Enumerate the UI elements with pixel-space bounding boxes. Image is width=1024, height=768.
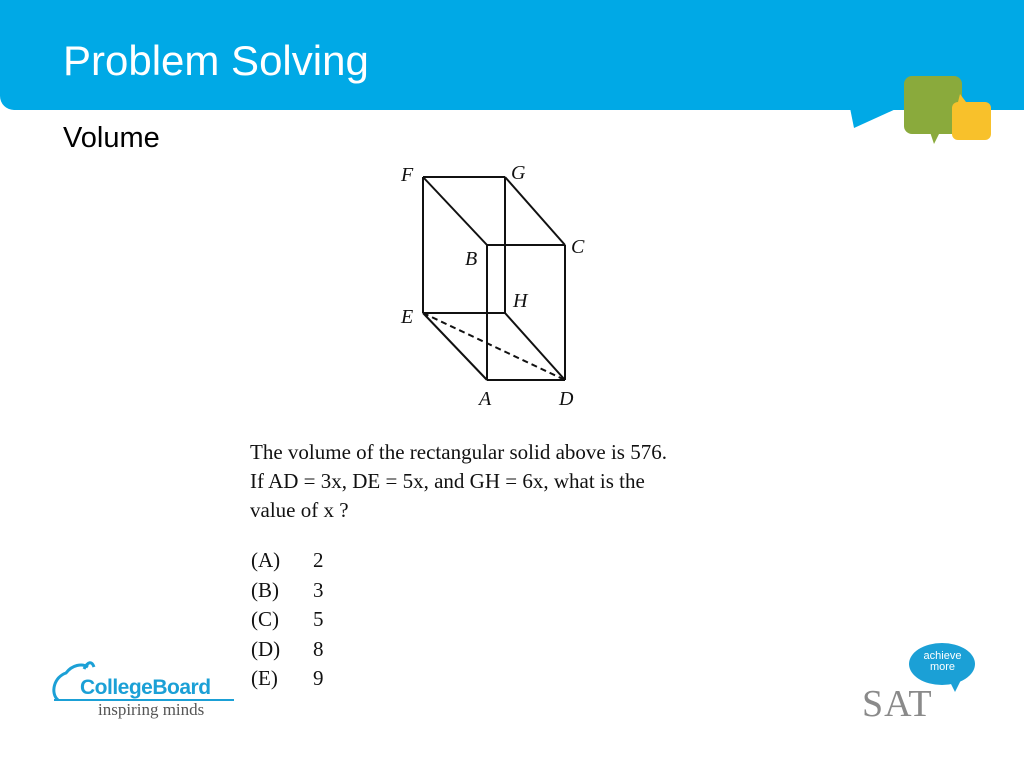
banner-tail	[850, 108, 900, 130]
problem-line-3: value of x ?	[250, 498, 349, 522]
choice-b	[251, 576, 324, 606]
choice-letter: (D)	[251, 636, 281, 661]
edge-hd	[505, 313, 565, 380]
label-d: D	[559, 388, 574, 410]
edge-fb	[423, 177, 487, 245]
label-f: F	[401, 164, 414, 186]
label-h: H	[513, 290, 528, 312]
choice-a	[251, 546, 324, 576]
label-a: A	[479, 388, 492, 410]
choice-d	[251, 635, 324, 665]
problem-line-1: The volume of the rectangular solid above is 576.	[250, 440, 667, 464]
speech-bubbles-icon	[900, 72, 995, 147]
label-c: C	[571, 236, 585, 258]
label-e: E	[401, 306, 414, 328]
label-g: G	[511, 162, 526, 184]
diagonal-ed	[423, 313, 565, 380]
choice-e	[251, 664, 324, 694]
choice-value: 9	[313, 666, 324, 690]
choice-value: 3	[313, 577, 324, 602]
choice-letter: (A)	[251, 548, 281, 572]
collegeboard-name: CollegeBoard	[80, 676, 211, 699]
choice-value: 8	[313, 636, 324, 661]
choice-value: 2	[313, 548, 324, 572]
label-b: B	[465, 248, 478, 270]
section-subtitle: Volume	[63, 122, 160, 154]
sat-wordmark: SAT	[862, 683, 933, 725]
choice-letter: (B)	[251, 577, 279, 602]
edge-ea	[423, 313, 487, 380]
more-text: more	[929, 661, 956, 673]
choice-letter: (E)	[251, 666, 278, 690]
edge-gc	[505, 177, 565, 245]
achieve-text: achieve	[923, 650, 962, 662]
slide-title: Problem Solving	[63, 37, 369, 84]
answer-choices	[251, 546, 324, 694]
choice-c	[251, 605, 324, 635]
rectangular-solid-figure	[395, 155, 625, 415]
choice-letter: (C)	[251, 607, 279, 631]
problem-line-2: If AD = 3x, DE = 5x, and GH = 6x, what is the	[250, 469, 645, 493]
collegeboard-tagline: inspiring minds	[98, 700, 205, 719]
problem-statement	[250, 438, 770, 525]
choice-value: 5	[313, 607, 324, 631]
